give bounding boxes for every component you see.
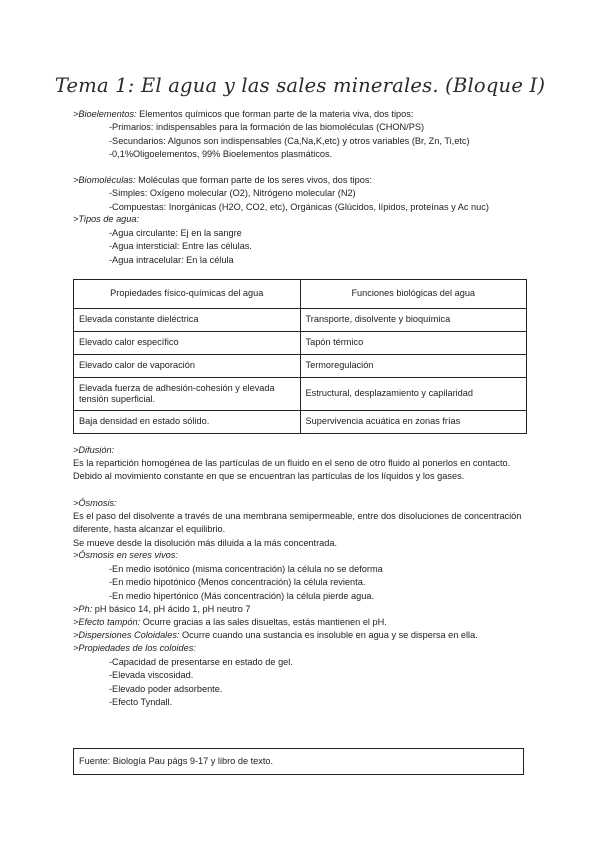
biomoleculas-item: -Simples: Oxígeno molecular (O2), Nitrógeno molecular (N2) [109,188,356,198]
table-cell: Baja densidad en estado sólido. [74,411,301,434]
osmosis-seres-item: -En medio hipertónico (Más concentración) la célula pierde agua. [109,591,375,601]
biomoleculas-line [73,174,372,186]
coloides-item: -Capacidad de presentarse en estado de gel. [109,657,293,667]
table-cell: Elevado calor de vaporación [74,355,301,378]
table-cell: Tapón térmico [300,332,527,355]
table-cell: Termoregulación [300,355,527,378]
dispersiones-label: >Dispersiones Coloidales: [73,630,180,640]
coloides-item: -Elevado poder adsorbente. [109,684,223,694]
coloides-item: -Efecto Tyndall. [109,697,173,707]
table-row [74,332,527,355]
osmosis-seres-item: -En medio hipotónico (Menos concentración) la célula revienta. [109,577,366,587]
dispersiones-text: Ocurre cuando una sustancia es insoluble en agua y se dispersa en ella. [179,630,478,640]
tampon-text: Ocurre gracias a las sales disueltas, estás mantienen el pH. [140,617,387,627]
osmosis-seres-label: >Ósmosis en seres vivos: [73,550,178,560]
tipos-agua-item: -Agua intersticial: Entre las células. [109,241,252,251]
table-row [74,355,527,378]
table-header-cell: Funciones biológicas del agua [300,280,527,309]
bioelementos-item: -Primarios: indispensables para la formación de las biomoléculas (CHON/PS) [109,122,425,132]
tipos-agua-item: -Agua intracelular: En la célula [109,255,234,265]
tipos-agua-label: >Tipos de agua: [73,214,140,224]
ph-label: >Ph: [73,604,93,614]
bioelementos-line [73,108,413,120]
osmosis-label: >Ósmosis: [73,498,117,508]
table-cell: Elevada fuerza de adhesión-cohesión y elevada tensión superficial. [74,378,301,411]
table-cell: Elevada constante dieléctrica [74,309,301,332]
page-title: Tema 1: El agua y las sales minerales. (Bloque I) [54,74,546,97]
table-header-row [74,280,527,309]
ph-line [73,603,250,615]
coloides-label: >Propiedades de los coloides: [73,643,196,653]
coloides-item: -Elevada viscosidad. [109,670,194,680]
table-cell: Supervivencia acuática en zonas frías [300,411,527,434]
osmosis-text: Es el paso del disolvente a través de una membrana semipermeable, entre dos disoluciones de concentración diferente, hasta alcanzar el equilibrio. [73,511,522,534]
table-header-cell: Propiedades físico-químicas del agua [74,280,301,309]
table-cell: Elevado calor específico [74,332,301,355]
bioelementos-text: Elementos químicos que forman parte de la materia viva, dos tipos: [136,109,414,119]
tipos-agua-item: -Agua circulante: Ej en la sangre [109,228,242,238]
biomoleculas-text: Moléculas que forman parte de los seres vivos, dos tipos: [135,175,373,185]
osmosis-text2: Se mueve desde la disolución más diluida a la más concentrada. [73,538,338,548]
source-box: Fuente: Biología Pau págs 9-17 y libro de texto. [73,748,524,775]
tampon-label: >Efecto tampón: [73,617,141,627]
osmosis-seres-item: -En medio isotónico (misma concentración) la célula no se deforma [109,564,383,574]
biomoleculas-item: -Compuestas: Inorgánicas (H2O, CO2, etc), Orgánicas (Glúcidos, lípidos, proteínas y Ac nuc) [109,202,489,212]
dispersiones-line [73,629,478,641]
table-row [74,309,527,332]
table-row [74,378,527,411]
table-cell: Estructural, desplazamiento y capilaridad [300,378,527,411]
bioelementos-item: -0,1%Oligoelementos, 99% Bioelementos plasmáticos. [109,149,333,159]
tampon-line [73,616,387,628]
biomoleculas-label: >Biomoléculas: [73,175,136,185]
properties-table [73,279,527,434]
difusion-text: Es la repartición homogénea de las partículas de un fluido en el seno de otro fluido al ponerlos en contacto. Debido al movimiento constante en que se encuentran las partículas de los líquidos y los gases. [73,458,511,481]
table-cell: Transporte, disolvente y bioquímica [300,309,527,332]
table-row [74,411,527,434]
bioelementos-item: -Secundarios: Algunos son indispensables (Ca,Na,K,etc) y otros variables (Br, Zn, Ti,etc) [109,136,470,146]
ph-text: pH básico 14, pH ácido 1, pH neutro 7 [92,604,251,614]
bioelementos-label: >Bioelementos: [73,109,137,119]
difusion-label: >Difusión: [73,445,115,455]
